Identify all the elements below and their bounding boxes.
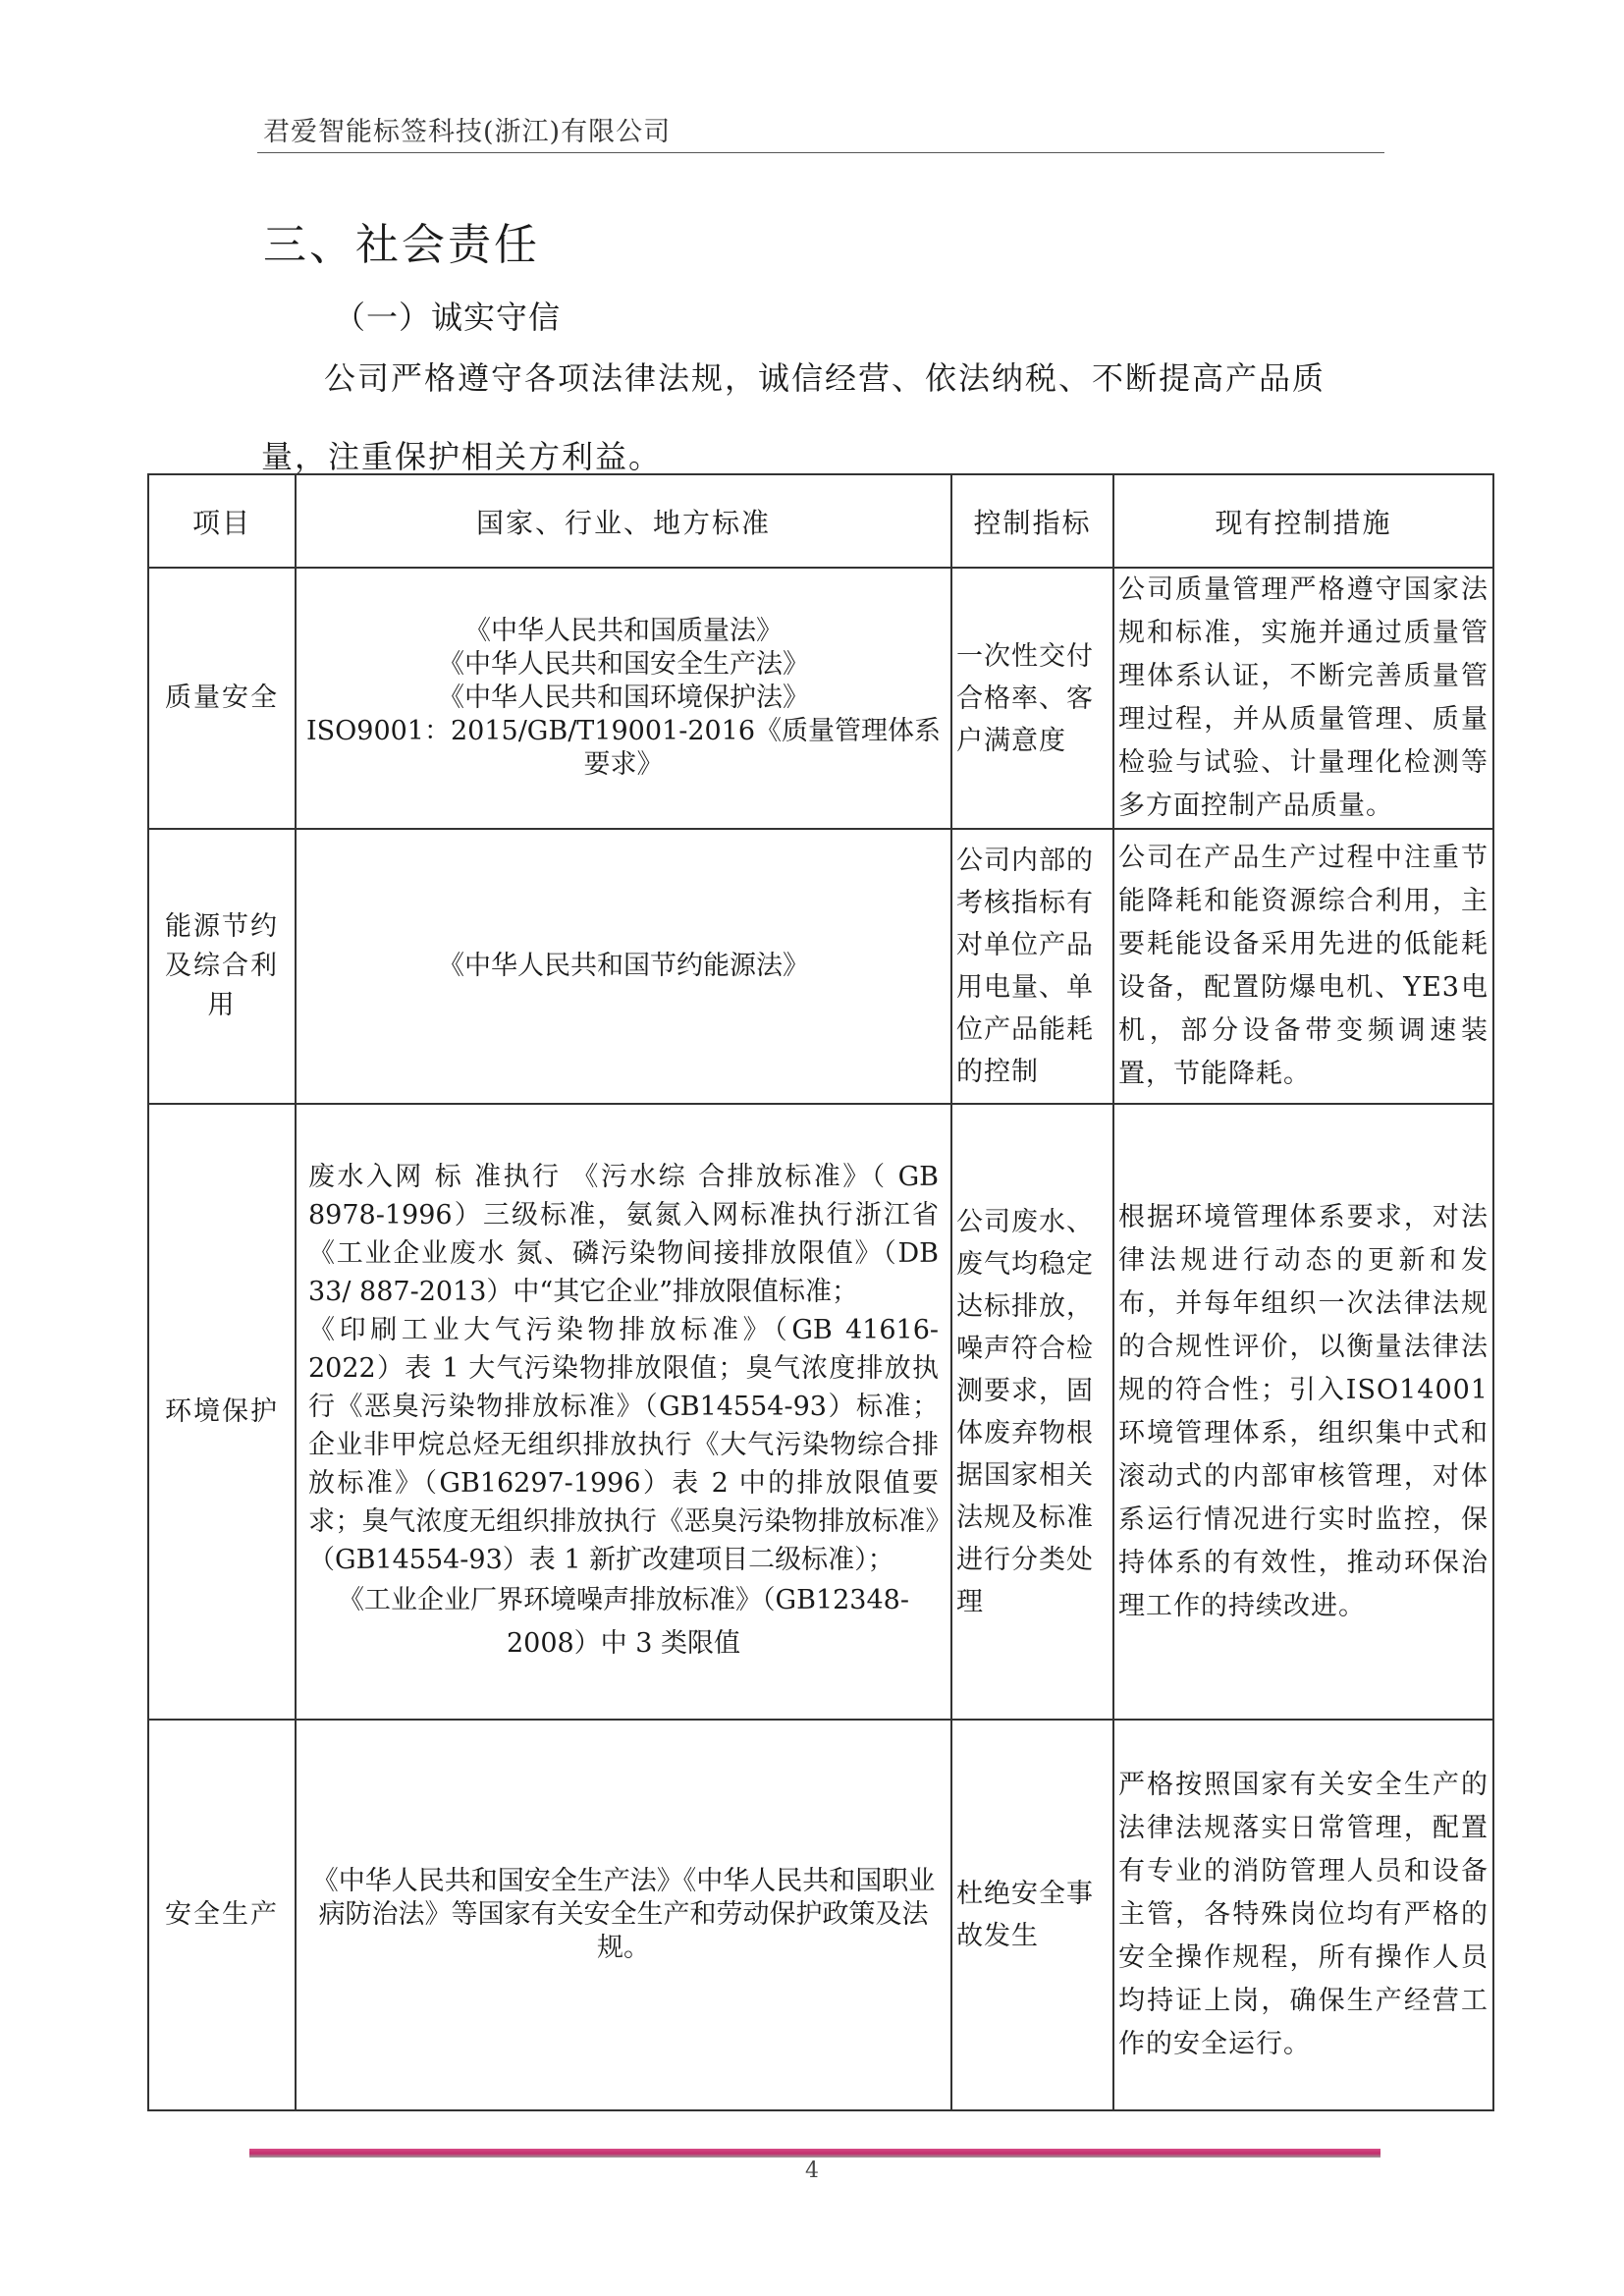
page-number: 4: [805, 2159, 819, 2183]
footer-divider: [249, 2149, 1380, 2158]
standard-line: 《中华人民共和国节约能源法》: [438, 951, 809, 981]
standards-cell: [296, 568, 951, 829]
responsibility-table: [147, 473, 1494, 2111]
table-row: [148, 1720, 1493, 2110]
standard-line: 《中华人民共和国安全生产法》: [438, 649, 809, 680]
item-cell: 安全生产: [148, 1720, 296, 2110]
header-indicator: 控制指标: [951, 474, 1113, 568]
header-item: 项目: [148, 474, 296, 568]
table-row: [148, 568, 1493, 829]
standard-line: 《中华人民共和国安全生产法》《中华人民共和国职业病防治法》等国家有关安全生产和劳动保护政策及法规。: [311, 1866, 936, 1963]
item-cell: 能源节约及综合利用: [148, 829, 296, 1104]
section-title: 三、社会责任: [263, 220, 540, 270]
company-header: 君爱智能标签科技(浙江)有限公司: [263, 117, 672, 147]
standards-cell: [296, 1104, 951, 1720]
table-row: [148, 1104, 1493, 1720]
table-row: [148, 829, 1493, 1104]
indicator-cell: 公司内部的考核指标有对单位产品用电量、单位产品能耗的控制: [951, 829, 1113, 1104]
standards-cell: [296, 1720, 951, 2110]
intro-paragraph: 公司严格遵守各项法律法规，诚信经营、依法纳税、不断提高产品质量，注重保护相关方利益。: [261, 359, 1326, 475]
measures-cell: 公司在产品生产过程中注重节能降耗和能资源综合利用，主要耗能设备采用先进的低能耗设备，配置防爆电机、YE3电机，部分设备带变频调速装置，节能降耗。: [1113, 829, 1493, 1104]
table-header-row: [148, 474, 1493, 568]
indicator-cell: 公司废水、废气均稳定达标排放，噪声符合检测要求，固体废弃物根据国家相关法规及标准进行分类处理: [951, 1104, 1113, 1720]
standard-paragraph: 《印刷工业大气污染物排放标准》（GB 41616-2022）表 1 大气污染物排放限值；臭气浓度排放执行《恶臭污染物排放标准》（GB14554-93）标准；企业非甲烷总烃无组织排放执行《大气污染物综合排放标准》（GB16297-1996）表 2 中的排放限值要求；臭气浓度无组织排放执行《恶臭污染物排放标准》（GB14554-93）表 1 新扩改建项目二级标准）；: [308, 1315, 939, 1575]
standards-cell: [296, 829, 951, 1104]
standard-paragraph: 《工业企业厂界环境噪声排放标准》（GB12348-2008）中 3 类限值: [338, 1585, 909, 1659]
indicator-cell: 一次性交付合格率、客户满意度: [951, 568, 1113, 829]
header-divider: [257, 152, 1384, 153]
header-measures: 现有控制措施: [1113, 474, 1493, 568]
standard-line: 《中华人民共和国质量法》: [464, 616, 783, 646]
standard-line: 《中华人民共和国环境保护法》: [438, 683, 809, 713]
item-cell: 质量安全: [148, 568, 296, 829]
header-standards: 国家、行业、地方标准: [296, 474, 951, 568]
standard-paragraph: 废水入网 标 准执行 《污水综 合排放标准》（ GB 8978-1996）三级标准，氨氮入网标准执行浙江省《工业企业废水 氮、磷污染物间接排放限值》（DB 33/ 887-2013）中“其它企业”排放限值标准；: [308, 1162, 939, 1307]
subsection-title: （一）诚实守信: [334, 299, 562, 336]
indicator-cell: 杜绝安全事故发生: [951, 1720, 1113, 2110]
measures-cell: 严格按照国家有关安全生产的法律法规落实日常管理，配置有专业的消防管理人员和设备主管，各特殊岗位均有严格的安全操作规程，所有操作人员均持证上岗，确保生产经营工作的安全运行。: [1113, 1720, 1493, 2110]
standard-line: ISO9001：2015/GB/T19001-2016《质量管理体系要求》: [305, 716, 942, 780]
measures-cell: 公司质量管理严格遵守国家法规和标准，实施并通过质量管理体系认证，不断完善质量管理过程，并从质量管理、质量检验与试验、计量理化检测等多方面控制产品质量。: [1113, 568, 1493, 829]
item-cell: 环境保护: [148, 1104, 296, 1720]
measures-cell: 根据环境管理体系要求，对法律法规进行动态的更新和发布，并每年组织一次法律法规的合规性评价，以衡量法律法规的符合性；引入ISO14001 环境管理体系，组织集中式和滚动式的内部审核管理，对体系运行情况进行实时监控，保持体系的有效性，推动环保治理工作的持续改进。: [1113, 1104, 1493, 1720]
